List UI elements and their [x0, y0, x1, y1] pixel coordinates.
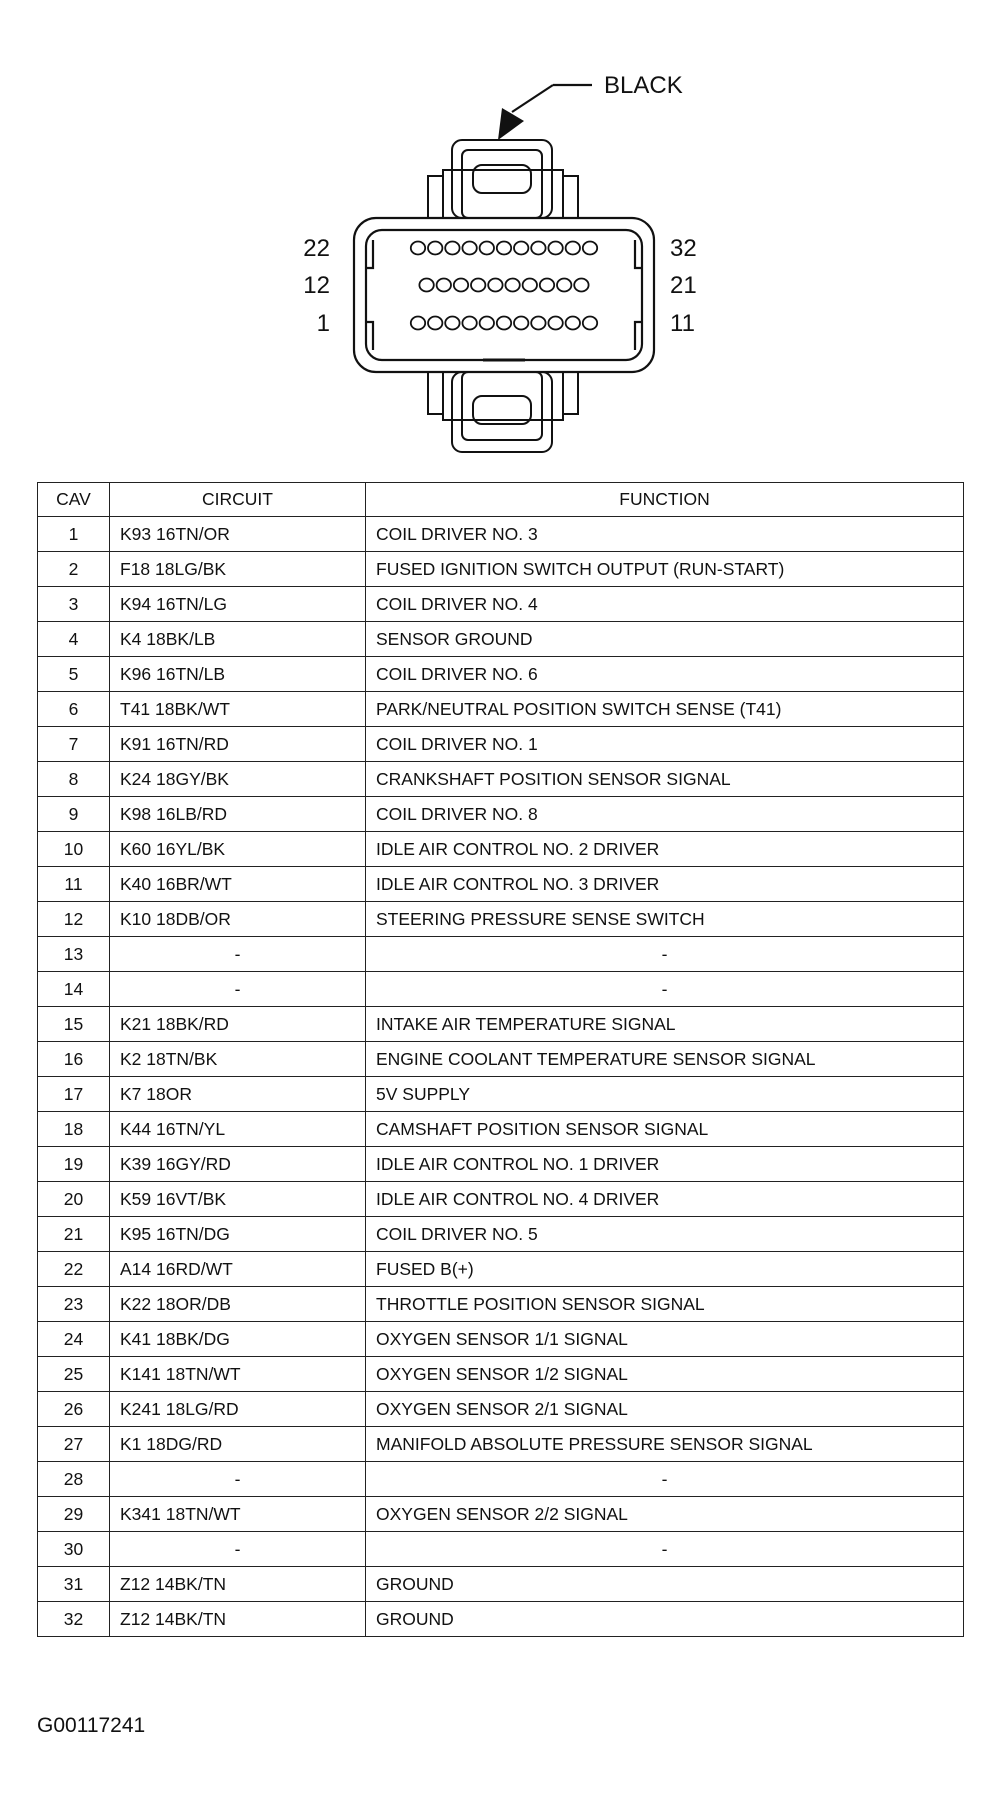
- table-row: [38, 797, 964, 832]
- table-row: [38, 1077, 964, 1112]
- circuit-cell: K91 16TN/RD: [110, 727, 366, 762]
- pin-cavity: [583, 242, 597, 255]
- table-row: [38, 867, 964, 902]
- table-row: [38, 902, 964, 937]
- table-row: [38, 762, 964, 797]
- pin-cavity: [454, 279, 468, 292]
- cav-cell: 16: [38, 1042, 110, 1077]
- pin-cavity: [566, 242, 580, 255]
- function-cell: -: [366, 937, 964, 972]
- pin-cavity: [428, 317, 442, 330]
- cav-cell: 26: [38, 1392, 110, 1427]
- pin-cavity: [540, 279, 554, 292]
- pin-cavity: [557, 279, 571, 292]
- circuit-cell: K59 16VT/BK: [110, 1182, 366, 1217]
- cav-cell: 25: [38, 1357, 110, 1392]
- pin-cavity: [548, 242, 562, 255]
- table-row: [38, 1567, 964, 1602]
- table-row: [38, 1427, 964, 1462]
- header-cav: CAV: [38, 483, 110, 517]
- circuit-cell: K22 18OR/DB: [110, 1287, 366, 1322]
- pin-cavity: [471, 279, 485, 292]
- function-cell: OXYGEN SENSOR 2/1 SIGNAL: [366, 1392, 964, 1427]
- pin-cavity: [497, 317, 511, 330]
- table-row: [38, 1147, 964, 1182]
- pin-cavity: [574, 279, 588, 292]
- cav-cell: 14: [38, 972, 110, 1007]
- circuit-cell: K141 18TN/WT: [110, 1357, 366, 1392]
- cav-cell: 3: [38, 587, 110, 622]
- function-cell: PARK/NEUTRAL POSITION SWITCH SENSE (T41): [366, 692, 964, 727]
- circuit-cell: K2 18TN/BK: [110, 1042, 366, 1077]
- table-row: [38, 1217, 964, 1252]
- circuit-cell: T41 18BK/WT: [110, 692, 366, 727]
- cav-cell: 7: [38, 727, 110, 762]
- pin-cavity: [445, 317, 459, 330]
- header-function: FUNCTION: [366, 483, 964, 517]
- circuit-cell: K60 16YL/BK: [110, 832, 366, 867]
- cav-cell: 18: [38, 1112, 110, 1147]
- function-cell: OXYGEN SENSOR 1/2 SIGNAL: [366, 1357, 964, 1392]
- cav-cell: 12: [38, 902, 110, 937]
- pin-cavity: [411, 317, 425, 330]
- cav-cell: 30: [38, 1532, 110, 1567]
- function-cell: FUSED IGNITION SWITCH OUTPUT (RUN-START): [366, 552, 964, 587]
- pin-cavity: [480, 242, 494, 255]
- pinout-table-body: [38, 517, 964, 1637]
- function-cell: GROUND: [366, 1602, 964, 1637]
- table-row: [38, 832, 964, 867]
- cav-cell: 2: [38, 552, 110, 587]
- circuit-cell: -: [110, 972, 366, 1007]
- pin-cavity: [523, 279, 537, 292]
- cav-cell: 22: [38, 1252, 110, 1287]
- function-cell: 5V SUPPLY: [366, 1077, 964, 1112]
- circuit-cell: K40 16BR/WT: [110, 867, 366, 902]
- circuit-cell: -: [110, 1532, 366, 1567]
- cav-cell: 5: [38, 657, 110, 692]
- cav-cell: 17: [38, 1077, 110, 1112]
- pin-cavity: [514, 242, 528, 255]
- cav-cell: 15: [38, 1007, 110, 1042]
- function-cell: IDLE AIR CONTROL NO. 2 DRIVER: [366, 832, 964, 867]
- cav-cell: 9: [38, 797, 110, 832]
- circuit-cell: A14 16RD/WT: [110, 1252, 366, 1287]
- pin-cavity: [411, 242, 425, 255]
- cav-cell: 1: [38, 517, 110, 552]
- circuit-cell: -: [110, 1462, 366, 1497]
- table-row: [38, 1322, 964, 1357]
- function-cell: COIL DRIVER NO. 4: [366, 587, 964, 622]
- pin-cavity: [445, 242, 459, 255]
- function-cell: FUSED B(+): [366, 1252, 964, 1287]
- pin-cavity: [566, 317, 580, 330]
- table-row: [38, 1182, 964, 1217]
- table-row: [38, 1252, 964, 1287]
- table-row: [38, 552, 964, 587]
- circuit-cell: -: [110, 937, 366, 972]
- table-row: [38, 1112, 964, 1147]
- circuit-cell: K98 16LB/RD: [110, 797, 366, 832]
- table-row: [38, 622, 964, 657]
- circuit-cell: K39 16GY/RD: [110, 1147, 366, 1182]
- pin-cavity: [488, 279, 502, 292]
- circuit-cell: K93 16TN/OR: [110, 517, 366, 552]
- function-cell: -: [366, 1532, 964, 1567]
- function-cell: -: [366, 972, 964, 1007]
- cav-cell: 10: [38, 832, 110, 867]
- cavity-label-1: 1: [316, 310, 330, 337]
- circuit-cell: K24 18GY/BK: [110, 762, 366, 797]
- circuit-cell: K41 18BK/DG: [110, 1322, 366, 1357]
- cav-cell: 11: [38, 867, 110, 902]
- cav-cell: 19: [38, 1147, 110, 1182]
- circuit-cell: K241 18LG/RD: [110, 1392, 366, 1427]
- connector-diagram: [0, 0, 1006, 470]
- lower-latch: [428, 372, 578, 452]
- pin-cavity: [583, 317, 597, 330]
- circuit-cell: K96 16TN/LB: [110, 657, 366, 692]
- function-cell: THROTTLE POSITION SENSOR SIGNAL: [366, 1287, 964, 1322]
- header-circuit: CIRCUIT: [110, 483, 366, 517]
- function-cell: IDLE AIR CONTROL NO. 4 DRIVER: [366, 1182, 964, 1217]
- table-row: [38, 1007, 964, 1042]
- table-row: [38, 1042, 964, 1077]
- table-row: [38, 937, 964, 972]
- function-cell: SENSOR GROUND: [366, 622, 964, 657]
- cavity-label-32: 32: [670, 235, 697, 262]
- pin-cavity: [428, 242, 442, 255]
- table-row: [38, 1602, 964, 1637]
- table-row: [38, 1392, 964, 1427]
- pin-cavity: [514, 317, 528, 330]
- cav-cell: 13: [38, 937, 110, 972]
- table-row: [38, 1497, 964, 1532]
- cav-cell: 21: [38, 1217, 110, 1252]
- pin-cavity: [497, 242, 511, 255]
- circuit-cell: K4 18BK/LB: [110, 622, 366, 657]
- table-row: [38, 1357, 964, 1392]
- cavity-label-12: 12: [303, 272, 330, 299]
- color-label: BLACK: [604, 72, 683, 99]
- cav-cell: 28: [38, 1462, 110, 1497]
- function-cell: IDLE AIR CONTROL NO. 3 DRIVER: [366, 867, 964, 902]
- cav-cell: 8: [38, 762, 110, 797]
- table-row: [38, 1287, 964, 1322]
- circuit-cell: Z12 14BK/TN: [110, 1567, 366, 1602]
- function-cell: INTAKE AIR TEMPERATURE SIGNAL: [366, 1007, 964, 1042]
- upper-latch: [428, 140, 578, 218]
- cav-cell: 31: [38, 1567, 110, 1602]
- circuit-cell: K7 18OR: [110, 1077, 366, 1112]
- function-cell: STEERING PRESSURE SENSE SWITCH: [366, 902, 964, 937]
- cavity-label-21: 21: [670, 272, 697, 299]
- table-row: [38, 1462, 964, 1497]
- pin-cavity: [437, 279, 451, 292]
- circuit-cell: F18 18LG/BK: [110, 552, 366, 587]
- cavity-label-11: 11: [670, 310, 695, 337]
- circuit-cell: K10 18DB/OR: [110, 902, 366, 937]
- cav-cell: 23: [38, 1287, 110, 1322]
- table-row: [38, 587, 964, 622]
- function-cell: COIL DRIVER NO. 5: [366, 1217, 964, 1252]
- table-row: [38, 692, 964, 727]
- circuit-cell: K341 18TN/WT: [110, 1497, 366, 1532]
- function-cell: COIL DRIVER NO. 6: [366, 657, 964, 692]
- function-cell: ENGINE COOLANT TEMPERATURE SENSOR SIGNAL: [366, 1042, 964, 1077]
- table-header-row: [38, 483, 964, 517]
- circuit-cell: K44 16TN/YL: [110, 1112, 366, 1147]
- pin-cavity: [419, 279, 433, 292]
- pinout-table: [37, 482, 964, 1637]
- table-row: [38, 1532, 964, 1567]
- pin-cavity: [462, 242, 476, 255]
- function-cell: CAMSHAFT POSITION SENSOR SIGNAL: [366, 1112, 964, 1147]
- function-cell: COIL DRIVER NO. 8: [366, 797, 964, 832]
- table-row: [38, 972, 964, 1007]
- pin-cavity: [548, 317, 562, 330]
- function-cell: COIL DRIVER NO. 1: [366, 727, 964, 762]
- cavity-label-22: 22: [303, 235, 330, 262]
- table-row: [38, 727, 964, 762]
- black-arrow-leader: [498, 85, 592, 140]
- table-row: [38, 657, 964, 692]
- circuit-cell: K21 18BK/RD: [110, 1007, 366, 1042]
- function-cell: -: [366, 1462, 964, 1497]
- circuit-cell: K1 18DG/RD: [110, 1427, 366, 1462]
- cav-cell: 4: [38, 622, 110, 657]
- function-cell: GROUND: [366, 1567, 964, 1602]
- pin-cavity: [505, 279, 519, 292]
- pin-cavity: [531, 317, 545, 330]
- function-cell: OXYGEN SENSOR 1/1 SIGNAL: [366, 1322, 964, 1357]
- cav-cell: 20: [38, 1182, 110, 1217]
- cav-cell: 29: [38, 1497, 110, 1532]
- cav-cell: 32: [38, 1602, 110, 1637]
- circuit-cell: Z12 14BK/TN: [110, 1602, 366, 1637]
- pin-cavity: [462, 317, 476, 330]
- cav-cell: 27: [38, 1427, 110, 1462]
- function-cell: OXYGEN SENSOR 2/2 SIGNAL: [366, 1497, 964, 1532]
- pin-cavity: [480, 317, 494, 330]
- pin-cavity: [531, 242, 545, 255]
- table-row: [38, 517, 964, 552]
- function-cell: COIL DRIVER NO. 3: [366, 517, 964, 552]
- figure-id: G00117241: [37, 1714, 146, 1737]
- cav-cell: 24: [38, 1322, 110, 1357]
- function-cell: IDLE AIR CONTROL NO. 1 DRIVER: [366, 1147, 964, 1182]
- circuit-cell: K94 16TN/LG: [110, 587, 366, 622]
- cav-cell: 6: [38, 692, 110, 727]
- function-cell: MANIFOLD ABSOLUTE PRESSURE SENSOR SIGNAL: [366, 1427, 964, 1462]
- circuit-cell: K95 16TN/DG: [110, 1217, 366, 1252]
- function-cell: CRANKSHAFT POSITION SENSOR SIGNAL: [366, 762, 964, 797]
